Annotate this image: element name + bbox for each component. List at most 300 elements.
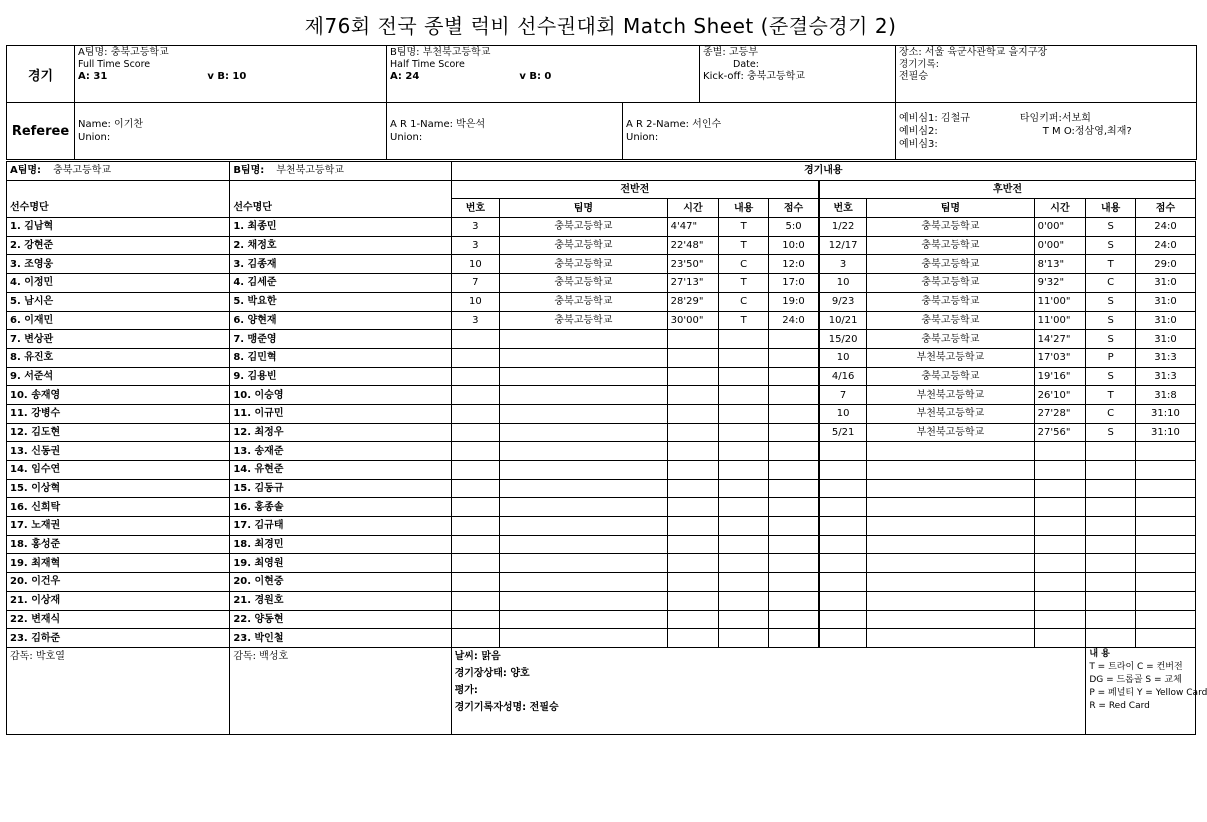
second-half-event-cell: 31:0 [1135, 274, 1195, 293]
second-half-event-cell [1086, 498, 1136, 517]
table-row [7, 610, 1196, 629]
roster-a-player: 16. 신희탁 [7, 498, 230, 517]
second-half-event-cell: 31:0 [1135, 330, 1195, 349]
second-half-event-cell [1034, 479, 1086, 498]
record-label: 경기기록: [899, 59, 939, 70]
tmo: T M O:정삼영,최재? [1042, 125, 1132, 137]
first-half-event-cell [768, 517, 819, 536]
first-half-event-cell [500, 423, 667, 442]
half-time-label: Half Time Score [390, 59, 465, 70]
first-half-event-cell: 4'47" [667, 218, 719, 237]
second-half-event-cell [1086, 517, 1136, 536]
first-half-event-cell: 27'13" [667, 274, 719, 293]
second-half-header: 후반전 [819, 180, 1195, 199]
second-half-event-cell: 10 [819, 348, 867, 367]
division: 종별: 고등부 [703, 47, 758, 58]
first-half-event-cell: 24:0 [768, 311, 819, 330]
first-half-event-cell [719, 404, 769, 423]
roster-b-player: 15. 김동규 [230, 479, 451, 498]
first-half-event-cell [719, 386, 769, 405]
roster-a-header: 선수명단 [7, 199, 230, 218]
first-half-event-cell [500, 404, 667, 423]
first-half-event-cell: 3 [451, 218, 500, 237]
first-half-event-cell: 10:0 [768, 236, 819, 255]
second-half-event-cell [1135, 461, 1195, 480]
second-half-event-cell: T [1086, 386, 1136, 405]
first-half-event-cell: C [719, 292, 769, 311]
second-half-event-cell [1135, 517, 1195, 536]
roster-a-player: 2. 강현준 [7, 236, 230, 255]
first-half-event-cell [451, 461, 500, 480]
first-half-event-cell: 10 [451, 292, 500, 311]
first-half-col-colTime: 시간 [667, 199, 719, 218]
second-half-event-cell: 3 [819, 255, 867, 274]
table-row [7, 255, 1196, 274]
first-half-event-cell [500, 330, 667, 349]
first-half-event-cell [719, 348, 769, 367]
first-half-event-cell [768, 348, 819, 367]
first-half-event-cell [719, 591, 769, 610]
officials-cell [896, 103, 1197, 160]
first-half-event-cell [719, 629, 769, 648]
first-half-event-cell [667, 479, 719, 498]
first-half-event-cell [451, 404, 500, 423]
first-half-event-cell [768, 367, 819, 386]
second-half-event-cell [867, 573, 1034, 592]
table-row [7, 517, 1196, 536]
table-row [7, 292, 1196, 311]
second-half-event-cell [867, 479, 1034, 498]
first-half-col-colTeam: 팀명 [500, 199, 667, 218]
team-a-label: A팀명: [10, 165, 42, 177]
second-half-event-cell [1034, 573, 1086, 592]
venue: 장소: 서울 육군사관학교 을지구장 [899, 47, 1048, 58]
roster-b-blank [230, 180, 451, 199]
second-half-event-cell: 0'00" [1034, 236, 1086, 255]
first-half-event-cell: 충북고등학교 [500, 274, 667, 293]
second-half-event-cell: 24:0 [1135, 218, 1195, 237]
second-half-event-cell: 부천북고등학교 [867, 404, 1034, 423]
roster-a-player: 19. 최재혁 [7, 554, 230, 573]
second-half-event-cell [1086, 461, 1136, 480]
second-half-event-cell [867, 517, 1034, 536]
first-half-event-cell [768, 423, 819, 442]
roster-b-player: 17. 김규태 [230, 517, 451, 536]
half-time-a: A: 24 [390, 71, 420, 82]
second-half-event-cell: 11'00" [1034, 292, 1086, 311]
match-record-table [6, 161, 1207, 735]
second-half-event-cell: C [1086, 404, 1136, 423]
referee-name: Name: 이기찬 [78, 119, 144, 130]
first-half-event-cell [667, 498, 719, 517]
first-half-event-cell: 충북고등학교 [500, 218, 667, 237]
second-half-event-cell: 31:3 [1135, 367, 1195, 386]
second-half-event-cell: 충북고등학교 [867, 367, 1034, 386]
date-label: Date: [733, 59, 759, 70]
match-header-table [6, 45, 1197, 160]
ar2-name: A R 2-Name: 서인수 [626, 119, 722, 130]
roster-a-player: 23. 김하준 [7, 629, 230, 648]
table-row [7, 498, 1196, 517]
roster-b-player: 6. 양현재 [230, 311, 451, 330]
team-b-cell [387, 46, 700, 103]
first-half-event-cell [768, 629, 819, 648]
first-half-event-cell [768, 330, 819, 349]
roster-a-player: 4. 이정민 [7, 274, 230, 293]
first-half-event-cell [667, 348, 719, 367]
second-half-event-cell [867, 610, 1034, 629]
second-half-event-cell: 10/21 [819, 311, 867, 330]
second-half-event-cell: 27'28" [1034, 404, 1086, 423]
team-b-name-cell [230, 162, 451, 181]
second-half-event-cell [819, 591, 867, 610]
team-b-label: B팀명: [233, 165, 265, 177]
table-row [7, 348, 1196, 367]
second-half-col-colScore: 점수 [1135, 199, 1195, 218]
first-half-event-cell: 3 [451, 236, 500, 255]
team-a-name-cell [7, 162, 230, 181]
first-half-col-colScore: 점수 [768, 199, 819, 218]
second-half-event-cell [819, 498, 867, 517]
second-half-event-cell: 충북고등학교 [867, 330, 1034, 349]
table-row [7, 367, 1196, 386]
half-time-b: v B: 0 [519, 71, 552, 82]
first-half-event-cell [667, 610, 719, 629]
second-half-event-cell [1034, 610, 1086, 629]
first-half-event-cell [500, 610, 667, 629]
second-half-event-cell: S [1086, 292, 1136, 311]
second-half-event-cell [1135, 479, 1195, 498]
first-half-event-cell: C [719, 255, 769, 274]
kickoff: Kick-off: 충북고등학교 [703, 71, 805, 82]
second-half-event-cell: 1/22 [819, 218, 867, 237]
first-half-event-cell: T [719, 236, 769, 255]
first-half-event-cell [719, 330, 769, 349]
roster-b-player: 1. 최종민 [230, 218, 451, 237]
table-row [7, 311, 1196, 330]
first-half-event-cell [719, 610, 769, 629]
first-half-event-cell: 19:0 [768, 292, 819, 311]
roster-b-player: 21. 경원호 [230, 591, 451, 610]
roster-a-player: 20. 이건우 [7, 573, 230, 592]
second-half-event-cell [867, 554, 1034, 573]
second-half-event-cell [1086, 554, 1136, 573]
roster-a-player: 5. 남시은 [7, 292, 230, 311]
team-a-cell [75, 46, 387, 103]
roster-a-player: 12. 김도현 [7, 423, 230, 442]
roster-b-player: 12. 최정우 [230, 423, 451, 442]
first-half-event-cell [768, 461, 819, 480]
second-half-event-cell [1034, 498, 1086, 517]
table-row [7, 330, 1196, 349]
second-half-event-cell [1135, 498, 1195, 517]
second-half-event-cell [867, 535, 1034, 554]
first-half-event-cell [667, 517, 719, 536]
second-half-event-cell: 9'32" [1034, 274, 1086, 293]
second-half-event-cell: 31:10 [1135, 404, 1195, 423]
second-half-event-cell [1135, 554, 1195, 573]
full-time-score [78, 70, 383, 83]
roster-b-player: 19. 최영원 [230, 554, 451, 573]
first-half-event-cell [667, 554, 719, 573]
first-half-event-cell: 3 [451, 311, 500, 330]
roster-a-player: 13. 신동권 [7, 442, 230, 461]
first-half-event-cell [719, 479, 769, 498]
first-half-event-cell [768, 479, 819, 498]
roster-b-player: 3. 김종재 [230, 255, 451, 274]
second-half-event-cell [867, 629, 1034, 648]
second-half-event-cell: S [1086, 330, 1136, 349]
second-half-event-cell [867, 442, 1034, 461]
second-half-col-colType: 내용 [1086, 199, 1136, 218]
first-half-event-cell: 10 [451, 255, 500, 274]
second-half-event-cell: 부천북고등학교 [867, 423, 1034, 442]
second-half-event-cell: 5/21 [819, 423, 867, 442]
second-half-event-cell: S [1086, 218, 1136, 237]
first-half-event-cell: 충북고등학교 [500, 255, 667, 274]
roster-b-player: 14. 유현준 [230, 461, 451, 480]
legend-line-3: P = 페널티 Y = Yellow Card [1089, 687, 1207, 698]
second-half-col-colTime: 시간 [1034, 199, 1086, 218]
second-half-event-cell [819, 629, 867, 648]
roster-a-player: 9. 서준석 [7, 367, 230, 386]
roster-a-player: 22. 변재식 [7, 610, 230, 629]
second-half-event-cell [1135, 442, 1195, 461]
table-row [7, 479, 1196, 498]
table-row [7, 461, 1196, 480]
first-half-event-cell [719, 423, 769, 442]
first-half-event-cell [768, 573, 819, 592]
match-notes-cell [451, 647, 1086, 734]
table-row [7, 274, 1196, 293]
second-half-event-cell [1086, 591, 1136, 610]
referee-cell [75, 103, 387, 160]
second-half-event-cell: 부천북고등학교 [867, 348, 1034, 367]
second-half-event-cell [1135, 535, 1195, 554]
first-half-event-cell [500, 498, 667, 517]
first-half-event-cell: T [719, 311, 769, 330]
first-half-event-cell: 17:0 [768, 274, 819, 293]
first-half-event-cell [719, 517, 769, 536]
first-half-event-cell [768, 386, 819, 405]
first-half-event-cell [451, 629, 500, 648]
first-half-event-cell [667, 330, 719, 349]
first-half-event-cell [768, 442, 819, 461]
table-row [7, 591, 1196, 610]
second-half-col-colTeam: 팀명 [867, 199, 1034, 218]
second-half-event-cell: 부천북고등학교 [867, 386, 1034, 405]
second-half-event-cell [1086, 573, 1136, 592]
first-half-event-cell [451, 498, 500, 517]
second-half-event-cell [1086, 610, 1136, 629]
first-half-event-cell [451, 517, 500, 536]
second-half-event-cell: 10 [819, 274, 867, 293]
first-half-event-cell [500, 629, 667, 648]
ar1-cell [387, 103, 623, 160]
division-cell [700, 46, 896, 103]
first-half-event-cell [500, 535, 667, 554]
second-half-event-cell: 14'27" [1034, 330, 1086, 349]
roster-b-player: 10. 이승영 [230, 386, 451, 405]
reserve-3: 예비심3: [899, 138, 938, 150]
second-half-event-cell: 4/16 [819, 367, 867, 386]
roster-b-player: 11. 이규민 [230, 404, 451, 423]
second-half-event-cell: 31:0 [1135, 292, 1195, 311]
second-half-event-cell: 15/20 [819, 330, 867, 349]
first-half-event-cell [500, 461, 667, 480]
first-half-event-cell [667, 629, 719, 648]
second-half-event-cell [819, 517, 867, 536]
first-half-event-cell [500, 479, 667, 498]
first-half-event-cell [719, 554, 769, 573]
first-half-event-cell [719, 535, 769, 554]
second-half-event-cell [1034, 517, 1086, 536]
second-half-event-cell: 충북고등학교 [867, 274, 1034, 293]
second-half-event-cell: 26'10" [1034, 386, 1086, 405]
first-half-event-cell: 충북고등학교 [500, 236, 667, 255]
page-title: 제76회 전국 종별 럭비 선수권대회 Match Sheet (준결승경기 2) [304, 14, 897, 38]
second-half-event-cell: 충북고등학교 [867, 218, 1034, 237]
second-half-col-colNo: 번호 [819, 199, 867, 218]
second-half-event-cell [1034, 591, 1086, 610]
second-half-event-cell [819, 573, 867, 592]
first-half-event-cell [500, 573, 667, 592]
first-half-event-cell [719, 442, 769, 461]
second-half-event-cell [819, 535, 867, 554]
legend-title: 내 용 [1089, 648, 1110, 659]
first-half-event-cell [451, 386, 500, 405]
first-half-event-cell: 충북고등학교 [500, 311, 667, 330]
first-half-event-cell: 22'48" [667, 236, 719, 255]
table-row [7, 629, 1196, 648]
roster-b-player: 5. 박요한 [230, 292, 451, 311]
first-half-event-cell [451, 479, 500, 498]
second-half-event-cell [819, 554, 867, 573]
referee-label: Referee [7, 103, 75, 160]
second-half-event-cell: 10 [819, 404, 867, 423]
table-row [7, 442, 1196, 461]
second-half-event-cell: 0'00" [1034, 218, 1086, 237]
roster-a-player: 14. 임수연 [7, 461, 230, 480]
second-half-event-cell: 17'03" [1034, 348, 1086, 367]
recorder-signature: 경기기록자성명: 전필승 [454, 701, 559, 713]
roster-a-player: 6. 이재민 [7, 311, 230, 330]
first-half-event-cell [768, 591, 819, 610]
second-half-event-cell [1086, 535, 1136, 554]
first-half-event-cell [768, 610, 819, 629]
first-half-event-cell [667, 404, 719, 423]
coach-a: 감독: 박호열 [7, 647, 230, 734]
second-half-event-cell: 19'16" [1034, 367, 1086, 386]
first-half-event-cell [719, 498, 769, 517]
legend-line-4: R = Red Card [1089, 700, 1150, 711]
roster-a-player: 3. 조영웅 [7, 255, 230, 274]
first-half-event-cell [768, 535, 819, 554]
second-half-event-cell: T [1086, 255, 1136, 274]
first-half-event-cell [451, 423, 500, 442]
ar1-union: Union: [390, 132, 423, 143]
roster-a-player: 21. 이상재 [7, 591, 230, 610]
first-half-event-cell [451, 330, 500, 349]
first-half-event-cell [667, 535, 719, 554]
roster-b-player: 13. 송재준 [230, 442, 451, 461]
second-half-event-cell [867, 498, 1034, 517]
second-half-event-cell: 충북고등학교 [867, 236, 1034, 255]
first-half-event-cell [451, 591, 500, 610]
first-half-event-cell [500, 367, 667, 386]
team-a-name: 충북고등학교 [53, 165, 112, 177]
recorder: 전필승 [899, 71, 928, 82]
first-half-event-cell [451, 442, 500, 461]
second-half-event-cell [1034, 554, 1086, 573]
second-half-event-cell: S [1086, 236, 1136, 255]
second-half-event-cell [1135, 610, 1195, 629]
second-half-event-cell: P [1086, 348, 1136, 367]
second-half-event-cell: 29:0 [1135, 255, 1195, 274]
second-half-event-cell: 31:0 [1135, 311, 1195, 330]
roster-b-player: 23. 박인철 [230, 629, 451, 648]
roster-b-player: 22. 양동현 [230, 610, 451, 629]
team-b: B팀명: 부천북고등학교 [390, 47, 491, 58]
first-half-event-cell [451, 573, 500, 592]
first-half-event-cell [667, 461, 719, 480]
second-half-event-cell [1135, 629, 1195, 648]
team-b-name: 부천북고등학교 [276, 165, 344, 177]
team-a: A팀명: 충북고등학교 [78, 47, 169, 58]
second-half-event-cell [1034, 442, 1086, 461]
second-half-event-cell: 24:0 [1135, 236, 1195, 255]
table-row [7, 573, 1196, 592]
second-half-event-cell: C [1086, 274, 1136, 293]
table-row [7, 423, 1196, 442]
roster-b-player: 16. 홍종솔 [230, 498, 451, 517]
second-half-event-cell: S [1086, 367, 1136, 386]
roster-b-header: 선수명단 [230, 199, 451, 218]
first-half-event-cell [667, 367, 719, 386]
game-content-header: 경기내용 [451, 162, 1195, 181]
second-half-event-cell: S [1086, 423, 1136, 442]
second-half-event-cell [819, 479, 867, 498]
first-half-event-cell: 5:0 [768, 218, 819, 237]
roster-a-player: 7. 변상관 [7, 330, 230, 349]
first-half-event-cell [451, 610, 500, 629]
second-half-event-cell: 27'56" [1034, 423, 1086, 442]
roster-a-player: 15. 이상혁 [7, 479, 230, 498]
first-half-event-cell [768, 554, 819, 573]
table-row [7, 218, 1196, 237]
ar1-name: A R 1-Name: 박은석 [390, 119, 486, 130]
first-half-event-cell [667, 423, 719, 442]
coach-b: 감독: 백성호 [230, 647, 451, 734]
second-half-event-cell: 8'13" [1034, 255, 1086, 274]
first-half-event-cell [667, 442, 719, 461]
evaluation: 평가: [454, 684, 478, 696]
first-half-event-cell [451, 535, 500, 554]
full-time-label: Full Time Score [78, 59, 151, 70]
roster-b-player: 4. 김세준 [230, 274, 451, 293]
second-half-event-cell [819, 442, 867, 461]
reserve-1: 예비심1: 김철규 타임키퍼:서보희 [899, 112, 1091, 124]
roster-b-player: 8. 김민혁 [230, 348, 451, 367]
first-half-event-cell [500, 348, 667, 367]
first-half-event-cell: 23'50" [667, 255, 719, 274]
table-row [7, 236, 1196, 255]
second-half-event-cell: 충북고등학교 [867, 311, 1034, 330]
roster-b-player: 20. 이현중 [230, 573, 451, 592]
roster-b-player: 2. 채정호 [230, 236, 451, 255]
second-half-event-cell [1135, 591, 1195, 610]
roster-a-player: 17. 노재권 [7, 517, 230, 536]
